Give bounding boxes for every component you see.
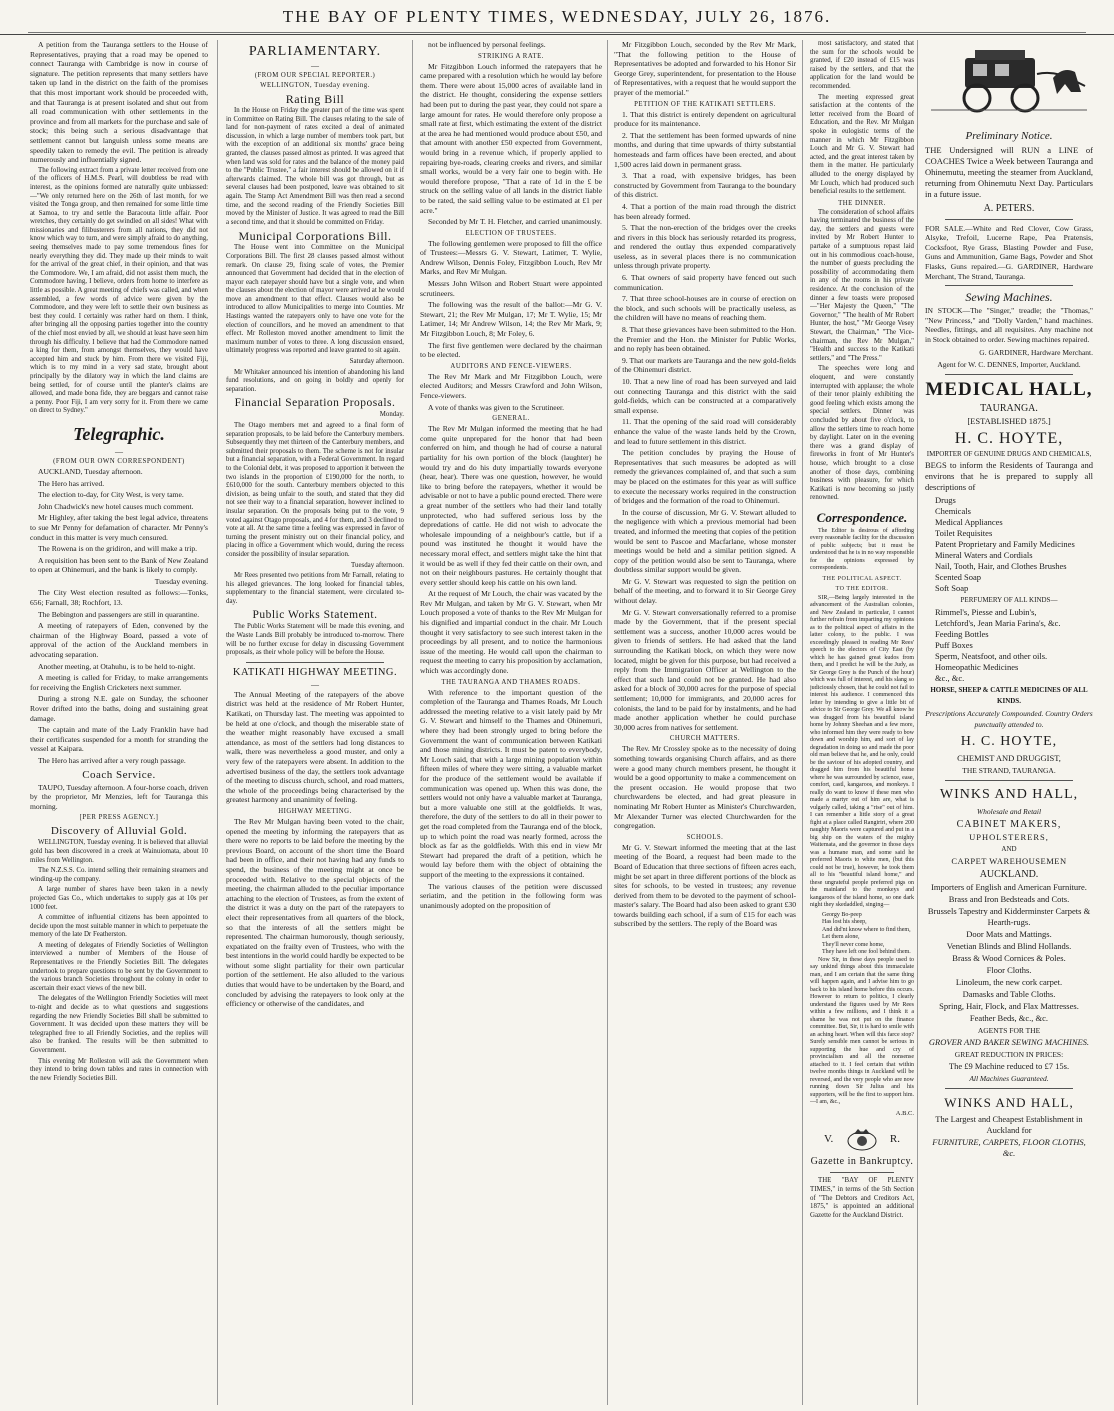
medical-hall-title: MEDICAL HALL, [925,378,1093,400]
correspondence-heading: Correspondence. [816,509,908,525]
news-item: The City West election resulted as follows:—Tonks, 656; Farnall, 38; Rochfort, 13. [30,588,208,608]
divider [945,219,1073,220]
dateline: Saturday afternoon. [349,358,404,366]
news-item: A committee of influential citizens has been appointed to decide upon the most suitable manner in which to perpetuate the memory of the late Dr Featherston. [30,914,208,939]
parliamentary-heading: PARLIAMENTARY. [248,44,382,59]
editor-note: The Editor is desirous of affording every reasonable facility for the discussion of public subjects; but it must be understood that he is in no way responsible for the opinions expressed by correspondents. [810,527,914,572]
column-4 [614,40,796,1405]
dateline: AUCKLAND, Tuesday afternoon. [38,466,143,476]
petition-item: 7. That three school-houses are in course of erection on the block, and such schools will be practically useless, as the children will have no means of reaching them. [614,294,796,323]
list-item: Floor Cloths. [986,964,1032,975]
katikati-heading: KATIKATI HIGHWAY MEETING. [232,666,398,678]
article-paragraph: Mr Rees presented two petitions from Mr Farnall, relating to his alleged grievances. The long looked for financial tables, supplementary to the financial statement, were circulated to-day. [226,572,404,605]
news-item: A meeting is called for Friday, to make arrangements for receiving the English Cricketers next summer. [30,673,208,692]
list-item: Drugs [935,494,956,505]
column-5 [810,40,914,1405]
article-paragraph: not be influenced by personal feelings. [428,40,546,49]
hoyte-address: THE STRAND, TAURANGA. [962,765,1056,775]
alluvial-heading: Discovery of Alluvial Gold. [50,825,188,838]
hoyte-chemist: CHEMIST AND DRUGGIST, [957,752,1061,763]
article-paragraph: The following extract from a private letter received from one of the officers of H.M.S. Pearl, will doubtless be read with interest, as the opinions formed are naturally quite unbiassed:—"We only returned here on the 26th of last month, for we visited the Tonga group, and then remained for some little time at Samoa, to try and settle the Baracouta little affair. Poor wretches, they certainly do get swindled on all sides! What with missionaries and filibusterers from all nations, they did not know which way to turn, and were simply afraid to do anything, seeing themselves made to pay some tremendous fines for nearly everything they did. They made up their minds to wait for the arrival of the great chief, in their opinion, and that was the Commodore. We, I am afraid, did not assist them much, the Commodore having, I believe, orders from home to interfere as little as possible. A great meeting of chiefs was called, and when assembled, a few words of advice were given by the Commodore, and they were left to settle their own business as best they could. I certainly was rather hard on them. I think, after bringing all the opposing parties together into the country of the chief most envied by all, we should at least have seen him through his difficulty. I believe that had the Commodore named a king for them, from amongst themselves, they would have accepted him and stuck by him. From there we visited Fiji, which is to my mind in a very sad state, brought about principally by the dilatory way in which the land claims are being settled, for of course until the planter's claims are allowed, and made bona fide, they are beggars and cannot raise a penny. Poor Fiji, I am very sorry for it. From there we came on direct to Sydney." [30,166,208,415]
subheading: THE POLITICAL ASPECT. [822,575,902,582]
masthead-title: THE BAY OF PLENTY TIMES, WEDNESDAY, JULY 26, 1876. [282,7,832,26]
medical-items [925,495,1093,594]
article-paragraph: The first five gentlemen were declared by the chairman to be elected. [420,340,602,360]
reduction: GREAT REDUCTION IN PRICES: [954,1049,1064,1059]
list-item: Homeopathic Medicines [935,661,1019,672]
article-paragraph: The following gentlemen were proposed to fill the office of Trustees:—Messrs G. V. Stewart, Latimer, T. Wylie, Andrew Wilson, Dennis Foley, Fitzgibbon Louch, Rev Mr Marks, and Rev Mr Mulgan. [420,238,602,277]
petition-item: 6. That owners of said property have fenced out such communication. [614,273,796,292]
ad-text: BEGS to inform the Residents of Tauranga and environs that he is prepared to supply all descriptions of [925,459,1093,492]
perfumery-items [925,607,1093,684]
works-heading: Public Works Statement. [252,609,378,622]
list-item: Spring, Hair, Flock, and Flax Mattresses. [939,1000,1079,1011]
dateline: Monday. [379,411,404,419]
article-paragraph: In the House on Friday the greater part of the time was spent in Committee on Rating Bill. The clauses relating to the sale of land for non-payment of rates excited a deal of animated discussion, in which a large number of members took part, but with the exception of an additional six months' grace being granted, the clauses passed almost as printed. It was agreed that when land was sold for rates and the balance of the money paid to the "Public Trustee," a fair interest should be allowed on it if afterwards claimed. The whole bill was got through, but as several clauses had been postponed, leave was obtained to sit again. The Stamp Act Amendment Bill was then read a second time, and the second reading of the Friendly Societies Bill moved by the Minister of Justice. It was agreed to read the Bill a second time, and that it should be committed on Friday. [226,107,404,226]
news-item: During a strong N.E. gale on Sunday, the schooner Rover drifted into the baths, doing and sustaining great damage. [30,694,208,723]
prescriptions: Prescriptions Accurately Compounded. Country Orders punctually attended to. [925,708,1093,729]
article-paragraph: The Rev Mr Mark and Mr Fitzgibbon Louch, were elected Auditors; and Messrs Crawford and John Wilson, Fence-viewers. [420,371,602,400]
price-line: The £9 Machine reduced to £7 15s. [948,1060,1070,1071]
petition-item: 10. That a new line of road has been surveyed and laid out connecting Tauranga and this district with the said gold-fields, which can be constructed at a comparatively small expense. [614,377,796,415]
coach-illustration-icon [925,40,1093,120]
ad-signature: G. GARDINER, Hardware Merchant. [979,347,1093,357]
news-item: TAUPO, Tuesday afternoon. A four-horse coach, driven by the proprietor, Mr Menzies, left for Tauranga this morning. [30,782,208,811]
medical-place: TAURANGA. [980,402,1038,414]
verse-line: Georgy Bo-peep [822,911,862,918]
subheading: SCHOOLS. [686,833,724,841]
gazette-notice: THE "BAY OF PLENTY TIMES," in terms of the 5th Section of "The Debtors and Creditors Act, 1875," is appointed an additional Gazette for the Auckland District. [810,1177,914,1219]
news-item: A meeting of delegates of Friendly Societies of Wellington interviewed a number of Members of the House of Representatives re the Friendly Societies Bill. The delegates undertook to prepare questions to be sent by the Government to the various branch Societies throughout the colony in order to ascertain their exact views of the new bill. [30,941,208,992]
petition-item: 1. That this district is entirely dependent on agricultural produce for its maintenance. [614,109,796,129]
winks-cabinet: CABINET MAKERS, [956,818,1062,830]
article-paragraph: most satisfactory, and stated that the sum for the schools would be granted, if £20 instead of £15 was raised by the settlers, and that the application for the land would be recommended. [810,40,914,90]
royal-crest [824,1126,900,1152]
news-item: The Bebington and passengers are still in quarantine. [38,609,200,619]
list-item: Venetian Blinds and Blind Hollands. [946,940,1072,951]
winks-hall-title: WINKS AND HALL, [939,786,1079,802]
ad-text: IN STOCK—The "Singer," treadle; the "Thomas," "New Princess," and "Dolly Varden," hand machines. Needles, fittings, and all requisites. Any machine not in Stock obtained to order. Sewing machines repaired. [925,306,1093,344]
article-paragraph: Mr Whitaker announced his intention of abandoning his land fund resolutions, and on going in boldly and openly for separation. [226,368,404,393]
winks-and: AND [1001,844,1017,853]
subheading: HIGHWAY MEETING. [278,807,352,815]
article-paragraph: The Annual Meeting of the ratepayers of the above district was held at the residence of Mr Robert Hunter, Katikati, on Thursday last. The meeting was appointed to be held at one o'clock, and though the miserable state of the weather might reasonably have excused a small attendance, as most of the settlers had long distances to walk, there was nevertheless a good muster, and only a very few of the ratepayers were absent. In addition to the advertised business of the day, the settlers took advantage of the meeting to discuss church, school, and road matters, the whole of the proceedings being characterised by the greatest harmony and unanimity of feeling. [226,689,404,805]
horse-medicines: HORSE, SHEEP & CATTLE MEDICINES OF ALL KINDS. [930,685,1088,705]
list-item: Brass and Iron Bedsteads and Cots. [948,893,1070,904]
divider [945,285,1073,286]
article-paragraph: Seconded by Mr T. H. Fletcher, and carried unanimously. [428,217,602,227]
list-item: Mineral Waters and Cordials [935,549,1033,560]
verse-line: They have left one fool behind them. [822,949,911,956]
article-paragraph: The Rev Mr Mulgan informed the meeting that he had come quite unprepared for the honor that had been conferred on him, and though he had of course a natural partiality for his own portion of the block (laughter) he would try and do his duty impartially towards everyone (hear, hear). There was one question, however, he would like to bring before the ratepayers, whether it would be advisable or not to have a public pound erected. There were a great number of the settlers who had their land totally unprotected, who had suffered serious loss by the depredations of cattle. He did not wish to advocate the wholesale impounding of a neighbour's cattle, but if a pound was instituted he thought it would have the necessary moral effect, and settlers might take the hint that it would be as well if they fed their cattle on their own, and not on their neighbours pastures. He certainly thought that every settler should keep his cattle on his own land. [420,424,602,587]
subheading: THE DINNER. [838,199,886,207]
letter-paragraph: Now Sir, in these days people used to say unkind things about this immaculate man, and I am certain that the same thing will happen again, and I advise him to go back to his island home before this occurs. However to return to politics, I clearly understand the figures used by Mr Rees within a few millions, and I think it a shame he was not put on the finance committee. But, Sir, it is hard to smile with an aching heart. When will this farce stop? Surely sensible men cannot be serious in supporting the hue and cry of provincialism and all the nonsense attached to it. I feel certain that within twelve months things in Auckland will be reversed, and the very people who are now running down Sir Julius and his supporters, will be the first to support him.—I am, &c., [810,956,914,1106]
article-paragraph: Mr G. V. Stewart was requested to sign the petition on behalf of the meeting, and to forward it to Sir George Grey without delay. [614,576,796,606]
news-item: The election to-day, for City West, is very tame. [38,490,184,500]
gazette-heading: Gazette in Bankruptcy. [810,1156,914,1168]
news-item: Mr Highley, after taking the best legal advice, threatens to sue Mr Penny for defamation of character. Mr Penny's conduct in this matter is very much censured. [30,513,208,542]
agents-heading: AGENTS FOR THE [977,1025,1041,1035]
list-item: Toilet Requisites [935,527,993,538]
perfumery-heading: PERFUMERY OF ALL KINDS— [960,595,1058,604]
rating-heading: Rating Bill [285,92,345,106]
list-item: Damasks and Table Cloths. [962,988,1056,999]
coach-heading: Coach Service. [82,768,156,781]
financial-heading: Financial Separation Proposals. [234,397,396,410]
subheading: TO THE EDITOR. [835,585,889,592]
article-paragraph: In the course of discussion, Mr G. V. Stewart alluded to the negligence with which a previous memorial had been treated, and informed the meeting that copies of the petition would be sent to Pascoe and Macfarlane, whose monster meetings would be held and a similar petition signed. A copy of the petition would also be sent to Tauranga, where doubtless similar support would be given. [614,507,796,575]
article-paragraph: The meeting expressed great satisfaction at the contents of the letter received from the Board of Education, and the Rev. Mr Mulgan spoke in eulogistic terms of the manner in which Mr Fitzgibbon Louch and Mr G. V. Stewart had acted, and the great interest taken by them in the matter. He particularly alluded to the energy displayed by Mr Louch, which had produced such beneficial results to the settlement. [810,93,914,196]
article-paragraph: The consideration of school affairs having terminated the business of the day, the settlers and guests were invited by Mr Robert Hunter to partake of a sumptuous repast laid out in his commodious coach-house, the number of guests precluding the possibility of accommodating them in any of the rooms in his private residence. At the conclusion of the dinner a few toasts were proposed—"Her Majesty the Queen," "The Governor," "The health of Mr Robert Hunter, the host," "Mr George Vesey Stewart, the Chairman," "The Vice-chairman, the Rev Mr Mulgan," "Health and success to the Katikati settlers," and "The Press." [810,208,914,362]
column-divider [802,40,803,1405]
article-paragraph: Mr Fitzgibbon Louch informed the ratepayers that he came prepared with a resolution which he would lay before them. There were about 15,000 acres of available land in the district. He thought, considering the expense settlers had been put to during the past year, they could not spare a large amount for rates. He would therefore only propose a small rate at first, which estimating the extent of the district at the area he had mentioned would produce about £50, and that amount with another £50 expected from Government, would bring in a revenue which, if properly applied to repairing bye-roads, clearing creeks and rivers, and similar small works, would be a very fair one to begin with. He would therefore propose, "That a rate of 1d in the £ be struck on the selling value of all lands in the district liable to be rated, the said selling value to be estimated at £1 per acre." [420,61,602,215]
subheading: THE TAURANGA AND THAMES ROADS. [441,678,581,686]
article-paragraph: Mr Fitzgibbon Louch, seconded by the Rev Mr Mark, "That the following petition to the House of Representatives be adopted and forwarded to his Honor Sir George Grey, superintendent, for presentation to the House of Representatives, with a request that he would support the prayer of the memorial." [614,40,796,97]
verse-line: And did'nt know where to find them, [822,926,911,933]
crest-letter-r: R. [889,1132,900,1145]
hoyte-name: H. C. HOYTE, [954,429,1064,447]
crest-letter-v: V. [824,1132,834,1145]
subheading: CHURCH MATTERS. [669,735,741,743]
article-paragraph: With reference to the important question of the completion of the Tauranga and Thames Roads, Mr Louch addressed the meeting relative to a visit lately paid by Mr G. V. Stewart and himself to the Thames and Ohinemuri, where they had been strongly urged to bring before the Government the want of communication between Katikati and those mining districts. It must be patent to everybody, Mr Louch said, that with a large mining population within fifteen miles of where they were sitting, a valuable market for the produce of the settlement would be available if communication was opened up. When this was done, the settlers would not only have a valuable market at Tauranga, but a more valuable one still at the goldfields. It was, therefore, the duty of the settlers to do all in their power to get the road completed from the Tauranga end of the block, up to which point the road was nearly formed, across the block as far as the goldfields. With this end in view Mr Stewart had prepared the draft of a petition, which he would lay before them with the object of obtaining the support of the meeting to the expressions it contained. [420,687,602,879]
divider: — [311,61,319,70]
winks-place: AUCKLAND. [979,868,1039,880]
article-paragraph: The Otago members met and agreed to a final form of separation proposals, to be laid before the Canterbury members. Subsequently they met thirteen of the Canterbury members, and submitted their proposals to them. The scheme is not for insular but a financial separation, with a Federal Government. In regard to the Colonial debt, it was proposed to apportion it between the two islands in the proportion of £190,000 for the north, to £610,000 for the south. Canterbury members objected to this division, as being unfair to the south, and stated that they did not see their way to a financial separation, however inclined to insular separation. On the proposals being put to the vote, 9 voted against Otago proposals, and 4 for them, and 3 declined to vote at all. At the same time a feeling was expressed in favor of turning the present ministry out on their financial policy, and placing in office a Government which would, during the recess consider the possibility of insular separation. [226,422,404,558]
winks-text: The Largest and Cheapest Establishment in Auckland for [935,1113,1083,1135]
list-item: Nail, Tooth, Hair, and Clothes Brushes [935,560,1067,571]
letter-paragraph: SIR,—Being largely interested in the advancement of the Australian colonies, and New Zealand in particular, I cannot further refrain from imparting my opinions as to the political aspect of affairs in the latter colony, to the public. I was exceedingly pleased in reading Mr Rees' speech to the electors of City East (by which he has gained great kudos from them, and I predict he will be the Judy, as Sir George Grey is the Punch of the hour) which was full of interest, and his slang so judiciously chosen, that he could not fail to interest his audience. I commenced this letter by intending to give a little bit of advice to Sir George Grey. We all know he was dragged from his beautiful island home by Johnny Sheehan and a few more, who informed him they were ready to bow down and worship him, and sort of lay degradation in doing so and made the poor old man believe that he, and he only, could be the saviour of his adopted country, and dragged him from his beautiful home where he was surrounded by science, ease, comfort, castl, kangaroos, and monkeys. I really do want to know if these men who made a martyr out of him are, what is vulgarly called, taking a "rise" out of him. I can remember a little story of a great fight at a place called Rangiriri, where 200 naughty Maoris were captured and put in a big ship on the waters of the mighty Waitemata, and the governor in those days was a humane man, and some said he preferred Maoris to white men, (but this could not be true), however, he took them all to his "beautiful island home," and these ungrateful people preferred pigs on the mainland to the monkeys and kangaroos of the island home, so one dark night they skedaddled, singing— [810,594,914,909]
list-item: Soft Soap [935,582,969,593]
winks-items: FURNITURE, CARPETS, FLOOR CLOTHS, &c. [932,1136,1086,1158]
list-item: Patent Proprietary and Family Medicines [935,538,1075,549]
medical-established: [ESTABLISHED 1875.] [967,415,1051,426]
article-paragraph: A vote of thanks was given to the Scrutineer. [428,402,565,412]
column-divider [217,40,218,1405]
news-item: The captain and mate of the Lady Franklin have had their certificates suspended for a month for stranding the vessel at Kaipara. [30,725,208,754]
news-item: A meeting of ratepayers of Eden, convened by the chairman of the Highway Board, passed a vote of approval of the action of the Auckland members in advocating separation. [30,621,208,660]
masthead [0,0,1114,35]
signature: A.B.C. [895,1109,914,1117]
news-item: A large number of shares have been taken in a newly projected Gas Co., which undertakes to supply gas at 10s per 1000 feet. [30,886,208,911]
news-item: WELLINGTON, Tuesday evening. It is believed that alluvial gold has been discovered in a creek at Wainuiomata, about 10 miles from Wellington. [30,839,208,864]
agency-byline: [PER PRESS AGENCY.] [79,814,159,822]
news-item: The Hero has arrived. [38,478,105,488]
winks-carpet: CARPET WAREHOUSEMEN [951,855,1067,866]
winks-wholesale: Wholesale and Retail [976,806,1042,816]
dateline: Tuesday evening. [154,576,208,586]
article-paragraph: At the request of Mr Louch, the chair was vacated by the Rev Mr Mulgan, and taken by Mr G. V. Stewart, when Mr Louch proposed a vote of thanks to the Rev Mr Mulgan for his dignified and impartial conduct in the chair. Mr Louch thought it very satisfactory to see such interest taken in the proceedings by all present, and to notice the harmonious issue of the meeting. He would call upon the chairman to request the meeting to carry his proposition by acclamation, which was accordingly done. [420,589,602,676]
divider [246,662,384,663]
subheading: STRIKING A RATE. [478,52,544,60]
winks-lines [925,882,1093,1024]
article-paragraph: A petition from the Tauranga settlers to the House of Representatives, praying that a road may be opened to connect Tauranga with Cambridge is now in course of signature. The petition represents that many settlers have taken up land in the district on the faith of the promises that this most important work should be proceeded with, and that Tauranga is at present isolated and shut out from all road communication with other settlements in the province and from all markets for the purchase and sale of stock; this being such a serious disadvantage that settlement cannot but languish unless some means are speedily taken to remedy the evil. The petition is already numerously and influentially signed. [30,40,208,165]
list-item: Puff Boxes [935,639,973,650]
byline: (FROM OUR SPECIAL REPORTER.) [254,72,376,79]
ad-signature: A. PETERS. [983,202,1035,214]
petition-item: 9. That our markets are Tauranga and the new gold-fields of the Ohinemuri district. [614,355,796,375]
list-item: Chemicals [935,505,971,516]
list-item: Brass & Wood Cornices & Poles. [952,952,1066,963]
article-paragraph: Mr G. V. Stewart conversationally referred to a promise made by the Government, that if the present special settlement was a success, another 10,000 acres would be given to friends of settlers. He had asked that the land surrounding the Katikati block, on which they were now located, might be given for this purpose, but had received a reply from the Immigration Officer at Wellington to the effect that such land could not be granted. He had also asked for a block of 30,000 acres for the purpose of special settlement; 10,000 for immigrants, and 20,000 acres for colonists, the land to be paid for by instalments, and he had made another application whether he could purchase 30,000 acres from natives for settlement. [614,607,796,732]
column-divider [917,40,918,1405]
article-paragraph: Mr G. V. Stewart informed the meeting that at the last meeting of the Board, a request had been made to the Board of Education that three sections of fifteen acres each, might be set apart in three different portions of the block as sites for schools, to be vested in trustees; any revenue derived from them to be devoted to the payment of school-master's salary. The Board had also been asked to grant £30 towards building each school, if a sum of £15 for each was subscribed by the settlers. The reply of the Board was [614,842,796,929]
article-paragraph: The Public Works Statement will be made this evening, and the Waste Lands Bill probably be introduced to-morrow. There will be no further excuse for delay in discussing Government proposals, as their whole policy will be before the House. [226,623,404,657]
municipal-heading: Municipal Corporations Bill. [238,229,392,244]
list-item: Feeding Bottles [935,628,989,639]
column-3 [420,40,602,1405]
subheading: PETITION OF THE KATIKATI SETTLERS. [634,100,776,108]
winks-upholsterers: UPHOLSTERERS, [969,831,1049,842]
news-item: This evening Mr Rolleston will ask the Government when they intend to bring down tables and rates in connection with the new Friendly Societies Bill. [30,1057,208,1082]
petition-item: 11. That the opening of the said road will considerably enhance the value of the waste lands held by the Crown, and lead to future settlement in this district. [614,417,796,446]
ad-agent: Agent for W. C. DENNES, Importer, Auckland. [937,359,1081,369]
divider [830,1172,894,1173]
news-item: John Chadwick's new hotel causes much comment. [38,501,194,511]
column-advertisements [925,40,1093,1405]
news-item: The N.Z.S.S. Co. intend selling their remaining steamers and winding-up the company. [30,867,208,883]
list-item: Rimmel's, Piesse and Lubin's, [935,606,1037,617]
article-paragraph: The House went into Committee on the Municipal Corporations Bill. The first 28 clauses passed almost without remark. On clause 29, fixing scale of votes, the Premier announced that Government had decided that in the election of mayor each ratepayer should have but a single vote, and when the clauses about the election of mayor were arrived at he would move an amendment to that effect. Clauses would also be introduced to allow Municipalities to merge into Counties. Mr Hastings wanted the ratepayers only to have one vote for the election of councillors, and he moved an amendment to that effect. Mr Rolleston moved another amendment to limit the maximum number of votes to three. A long discussion ensued, ultimately progress was reported and leave granted to sit again. [226,244,404,355]
divider [945,1088,1073,1089]
crown-crest-icon [842,1126,882,1152]
verse-line: Let them alone, [822,934,860,941]
verse-line: They'll never come home, [822,941,885,948]
sewing-heading: Sewing Machines. [965,290,1053,305]
winks-hall-title-2: WINKS AND HALL, [944,1094,1074,1110]
subheading: ELECTION OF TRUSTEES. [465,229,557,237]
subheading: AUDITORS AND FENCE-VIEWERS. [450,362,572,370]
article-paragraph: Messrs John Wilson and Robert Stuart were appointed scrutineers. [420,279,602,298]
article-paragraph: The petition concludes by praying the House of Representatives that such measures be adopted as will remedy the grievances complained of, and that such a sum may be placed on the estimates for this year as will suffice to execute the necessary works required in the construction of bridges and the formation of the road to Ohinemuri. [614,448,796,506]
list-item: Importers of English and American Furniture. [931,881,1087,892]
petition-item: 8. That these grievances have been submitted to the Hon. the Premier and the Hon. the Minister for Public Works, and no reply has been obtained. [614,325,796,354]
verse [810,912,914,957]
subheading: GENERAL. [492,415,530,423]
article-paragraph: The following was the result of the ballot:—Mr G. V. Stewart, 21; the Rev Mr Mulgan, 17; Mr T. Wylie, 15; Mr Latimer, 14; Mr Andrew Wilson, 14; the Rev Mr Mark, 9; Mr Fitzgibbon Louch, 8; Mr Foley, 6. [420,300,602,339]
petition-item: 4. That a portion of the main road through the district has been already formed. [614,201,796,221]
dateline: WELLINGTON, Tuesday evening. [260,82,370,89]
grover-baker: GROVER AND BAKER SEWING MACHINES. [928,1036,1090,1047]
divider [945,780,1073,781]
article-paragraph: The speeches were long and eloquent, and were constantly interrupted with applause; the whole of their tenor plainly exhibiting the good feeling which exists among the special settlers. Dinner was concluded by about five o'clock, to allow the settlers time to reach home by daylight. Later on in the evening there was a grand display of fireworks in front of Mr Hunter's house, which brought to a close another of those days, combining business with pleasure, for which Katikati is now becoming so justly renowned. [810,365,914,502]
news-item: A requisition has been sent to the Bank of New Zealand to open at Ohinemuri, and the bank is likely to comply. [30,555,208,575]
list-item: Feather Beds, &c., &c. [969,1012,1049,1023]
list-item: Letchford's, Jean Maria Farina's, &c. [935,617,1061,628]
guaranteed: All Machines Guaranteed. [969,1073,1049,1083]
petition-item: 3. That a road, with expensive bridges, has been constructed by Government from Tauranga to the boundary of this district. [614,171,796,200]
news-item: Another meeting, at Otahuhu, is to be held to-night. [38,661,196,671]
news-item: The Hero has arrived after a very rough passage. [38,755,186,765]
divider: — [115,446,123,456]
list-item: Door Mats and Mattings. [966,928,1052,939]
article-paragraph: The various clauses of the petition were discussed seriatim, and the petition in the following form was unanimously adopted on the proposition of [420,881,602,910]
ad-text: FOR SALE.—White and Red Clover, Cow Grass, Alsyke, Trefoil, Lucerne Rape, Pea Pratensis, Cocksfoot, Rye Grass, Blasting Powder and Fuse, Guns and Ammunition, Game Bags, Powder and Shot Flasks, Guns repaired.—G. GARDINER, Hardware Merchant, The Strand, Tauranga. [925,223,1093,281]
petition-item: 5. That the non-erection of the bridges over the creeks and rivers in this block has seriously retarded its progress, and rendered the outlay thus expended comparatively useless, as in several places there is no communication unless through private property. [614,223,796,271]
dateline: Tuesday afternoon. [351,561,404,569]
news-item: The delegates of the Wellington Friendly Societies will meet to-night and decide as to what questions and suggestions regarding the new Friendly Societies Bill shall be submitted to Government. It was decided upon these matters they will be telegraphed free to all Friendly Societies, and the replies will also be franked. The results will be then submitted to Government. [30,995,208,1054]
article-paragraph: The Rev. Mr Crossley spoke as to the necessity of doing something towards organising Church affairs, and as there were a good many church members present, he thought it would be a good opportunity to make a commencement on the present occasion. He would propose that two churchwardens be elected, and had great pleasure in nominating Mr Robert Hunter as Minister's Churchwarden, Mr Alexander Turner was elected Churchwarden for the congregation. [614,744,796,831]
divider [945,374,1073,375]
petition-item: 2. That the settlement has been formed upwards of nine months, and during that time upwards of thirty substantial homesteads and farm offices have been erected, and about 1,500 acres laid down in permanent grass. [614,130,796,169]
preliminary-heading: Preliminary Notice. [965,129,1053,142]
telegraphic-heading: Telegraphic. [73,423,165,444]
masthead-rule [28,32,1086,33]
list-item: Sperm, Neatsfoot, and other oils. [935,650,1048,661]
column-2 [226,40,404,1405]
byline: (FROM OUR OWN CORRESPONDENT) [53,457,185,465]
verse-line: Has lost his sheep, [822,919,867,926]
list-item: &c., &c. [935,672,965,683]
divider: — [311,679,319,689]
ad-text: THE Undersigned will RUN a LINE of COACHES Twice a Week between Tauranga and Ohinemutu, meeting the steamer from Auckland, returning from Ohinemutu Next Day. Particulars in a future issue. [925,144,1093,199]
list-item: Medical Appliances [935,516,1003,527]
news-item: The Rowena is on the gridiron, and will make a trip. [38,544,198,554]
column-1 [30,40,208,1405]
column-divider [607,40,608,1405]
list-item: Brussels Tapestry and Kidderminster Carpets & Hearth-rugs. [927,905,1091,927]
list-item: Scented Soap [935,571,982,582]
hoyte-name-2: H. C. HOYTE, [960,733,1058,749]
article-paragraph: The Rev Mr Mulgan having been voted to the chair, opened the meeting by informing the ratepayers that as there were no reports to be laid before the meeting by the previous Board, on account of the short time the Board had been in office, and their not having had any funds to spend, the business of the meeting might at once be proceeded with. Relative to the special objects of the meeting, the chairman alluded to the peculiar importance attaching to the election of Trustees, as from the extent of the district it was a duty on the part of the ratepayers to elect their representatives from all quarters of the block, so that the interests of all the settlers might be represented. The chairman humorously, though seriously, expatiated on the frailty even of Trustees, who with the best intentions in the world could hardly be expected to be without some slight partiality for their own particular portion of the settlement. He also alluded to the various duties that would have to be undertaken by the Board, and concluded by advising the ratepayers to look only at the efficiency or otherwise of the candidates, and [226,816,404,1009]
hoyte-trade: IMPORTER OF GENUINE DRUGS AND CHEMICALS, [926,449,1092,458]
list-item: Linoleum, the new cork carpet. [955,976,1063,987]
column-divider [412,40,413,1405]
